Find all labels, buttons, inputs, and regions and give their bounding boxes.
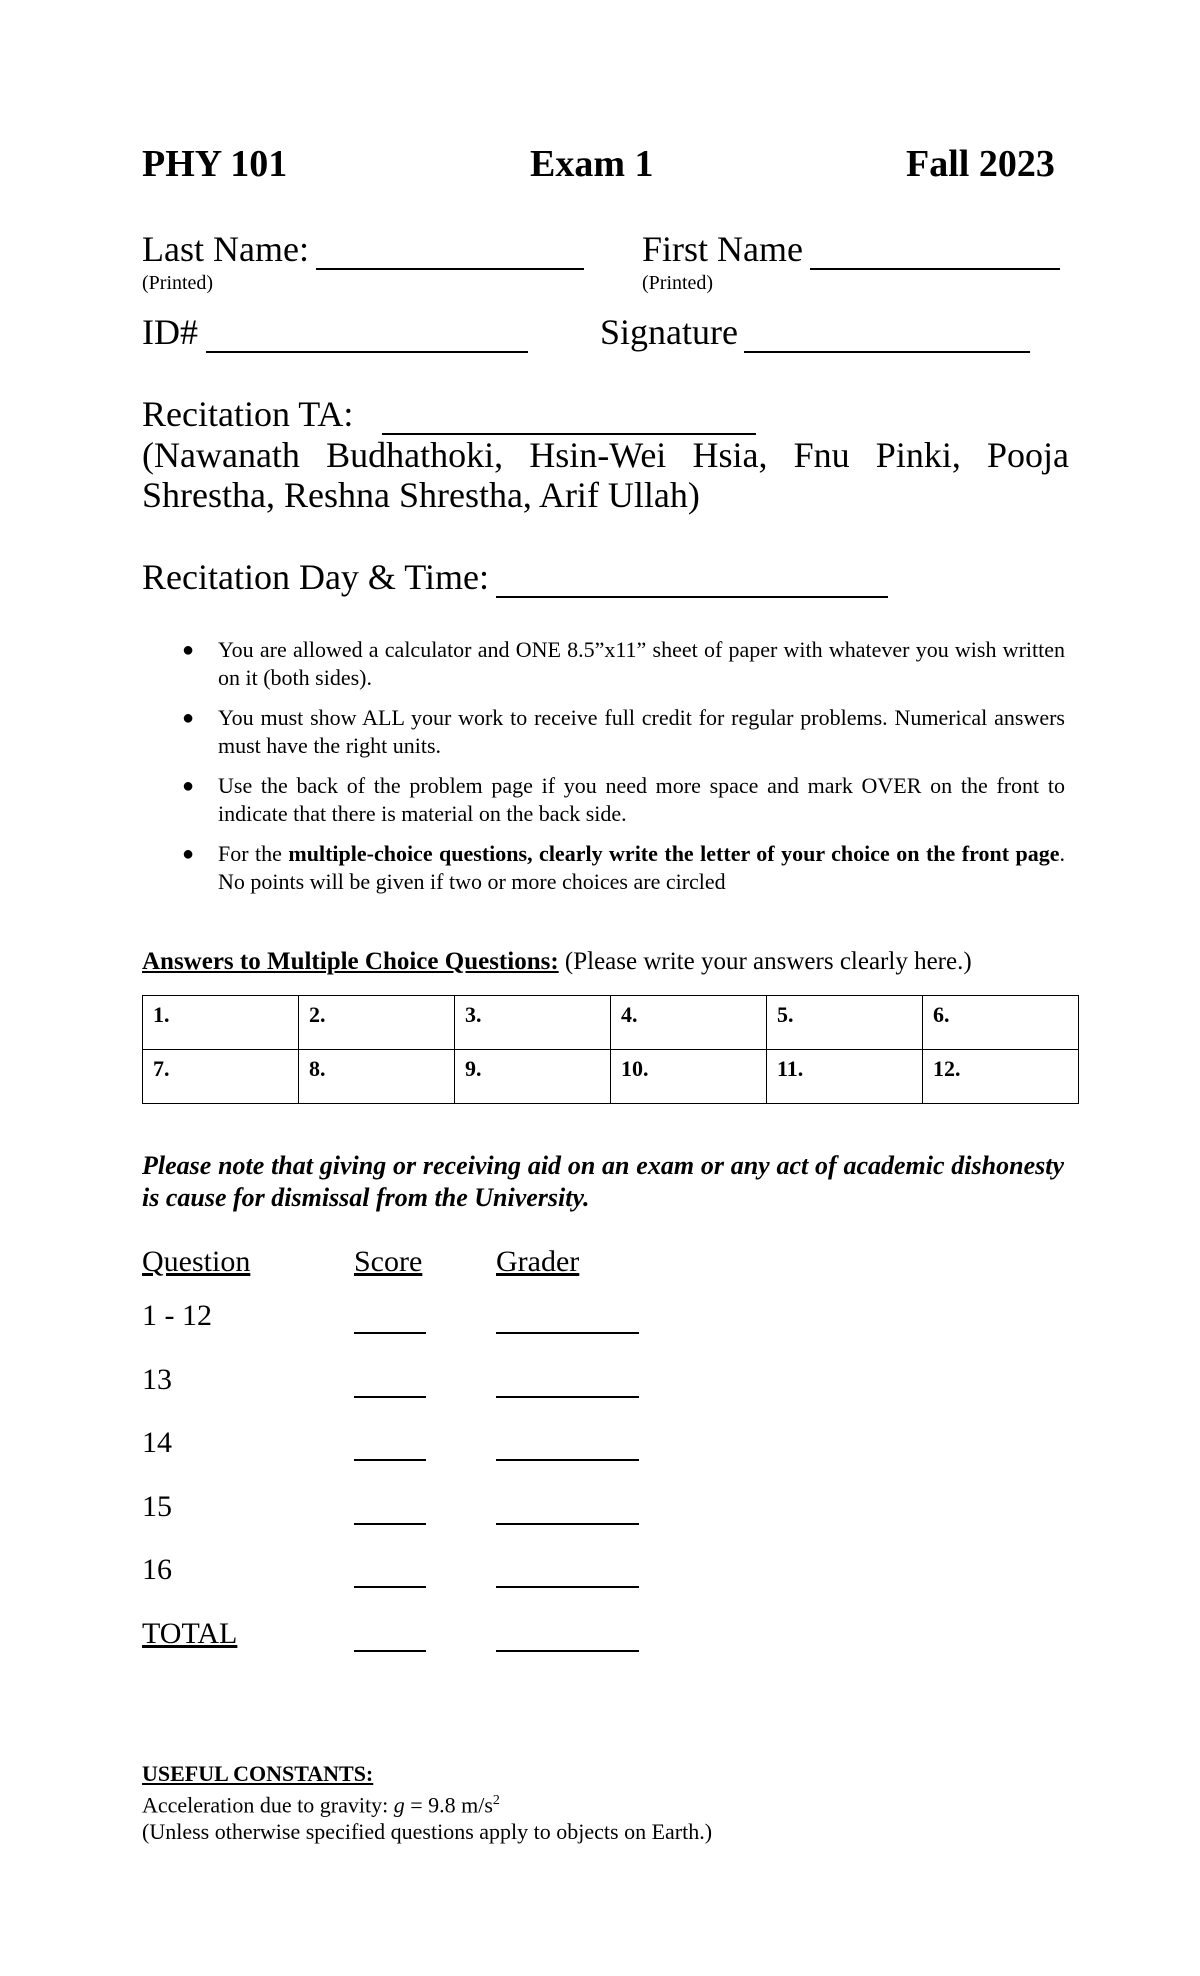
score-field[interactable] bbox=[354, 1553, 426, 1588]
useful-constants bbox=[142, 1760, 712, 1845]
recitation-time-field[interactable] bbox=[496, 566, 888, 598]
instruction-text: You are allowed a calculator and ONE 8.5”x11” sheet of paper with whatever you wish written on it (both sides). bbox=[218, 637, 1065, 690]
academic-honesty-notice: Please note that giving or receiving aid on an exam or any act of academic dishonesty is cause for dismissal from the University. bbox=[142, 1151, 1064, 1212]
id-field[interactable] bbox=[206, 321, 528, 353]
answer-cell[interactable]: 6. bbox=[923, 996, 1079, 1050]
first-name-field[interactable] bbox=[810, 238, 1060, 270]
mc-answers-heading-bold: Answers to Multiple Choice Questions: bbox=[142, 948, 559, 975]
answer-cell[interactable]: 1. bbox=[143, 996, 299, 1050]
recitation-ta-label: Recitation TA: bbox=[142, 394, 354, 434]
gravity-symbol: g bbox=[393, 1792, 405, 1818]
answer-cell[interactable]: 5. bbox=[767, 996, 923, 1050]
total-grader-field[interactable] bbox=[496, 1617, 639, 1652]
ta-list-line-2: Shrestha, Reshna Shrestha, Arif Ullah) bbox=[142, 475, 700, 515]
recitation-time-label: Recitation Day & Time: bbox=[142, 557, 489, 597]
total-score-field[interactable] bbox=[354, 1617, 426, 1652]
answer-cell[interactable]: 10. bbox=[611, 1050, 767, 1104]
grader-field[interactable] bbox=[496, 1363, 639, 1398]
grading-row-label: 13 bbox=[142, 1363, 172, 1396]
score-field[interactable] bbox=[354, 1490, 426, 1525]
grading-header-score: Score bbox=[354, 1245, 423, 1278]
last-name-field[interactable] bbox=[316, 238, 584, 270]
grader-field[interactable] bbox=[496, 1553, 639, 1588]
score-field[interactable] bbox=[354, 1363, 426, 1398]
bullet-icon: ● bbox=[182, 843, 195, 865]
bullet-icon: ● bbox=[182, 639, 195, 661]
instruction-text-bold: multiple-choice questions, clearly write the letter of your choice on the front page bbox=[288, 841, 1060, 866]
first-name-printed-note: (Printed) bbox=[642, 272, 714, 294]
course-title: PHY 101 bbox=[142, 143, 288, 185]
instruction-item bbox=[160, 704, 1065, 760]
answer-cell[interactable]: 2. bbox=[299, 996, 455, 1050]
first-name-label: First Name bbox=[642, 229, 803, 269]
instructions-list bbox=[160, 636, 1065, 908]
mc-answers-table bbox=[142, 995, 1079, 1104]
table-row bbox=[143, 1050, 1079, 1104]
recitation-ta-field[interactable] bbox=[382, 403, 756, 435]
grader-field[interactable] bbox=[496, 1490, 639, 1525]
gravity-exponent: 2 bbox=[492, 1793, 500, 1808]
instruction-text-pre: For the bbox=[218, 841, 289, 866]
answer-cell[interactable]: 4. bbox=[611, 996, 767, 1050]
bullet-icon: ● bbox=[182, 775, 195, 797]
answer-cell[interactable]: 3. bbox=[455, 996, 611, 1050]
instruction-text: Use the back of the problem page if you need more space and mark OVER on the front to indicate that there is material on the back side. bbox=[218, 773, 1065, 826]
instruction-text-post: . No points will be given if two or more choices are circled bbox=[218, 841, 1065, 894]
instruction-item bbox=[160, 636, 1065, 692]
gravity-constant bbox=[142, 1787, 712, 1818]
gravity-prefix: Acceleration due to gravity: bbox=[142, 1792, 394, 1818]
answer-cell[interactable]: 7. bbox=[143, 1050, 299, 1104]
instruction-text: You must show ALL your work to receive full credit for regular problems. Numerical answers must have the right units. bbox=[218, 705, 1065, 758]
exam-term: Fall 2023 bbox=[906, 143, 1055, 185]
ta-list-line-1: (Nawanath Budhathoki, Hsin-Wei Hsia, Fnu Pinki, Pooja bbox=[142, 435, 1069, 475]
last-name-label: Last Name: bbox=[142, 229, 309, 269]
bullet-icon: ● bbox=[182, 707, 195, 729]
instruction-item bbox=[160, 772, 1065, 828]
answer-cell[interactable]: 9. bbox=[455, 1050, 611, 1104]
signature-field[interactable] bbox=[744, 321, 1030, 353]
grading-row-label: 15 bbox=[142, 1490, 172, 1523]
instruction-item bbox=[160, 840, 1065, 896]
mc-answers-heading-rest: (Please write your answers clearly here.) bbox=[558, 948, 972, 975]
gravity-value: = 9.8 m/s bbox=[404, 1792, 493, 1818]
answer-cell[interactable]: 12. bbox=[923, 1050, 1079, 1104]
grading-row-label: 1 - 12 bbox=[142, 1299, 212, 1332]
grading-header-grader: Grader bbox=[496, 1245, 580, 1278]
mc-answers-heading bbox=[142, 948, 972, 976]
grading-header-question: Question bbox=[142, 1245, 251, 1278]
last-name-printed-note: (Printed) bbox=[142, 272, 214, 294]
grading-row-label: 16 bbox=[142, 1553, 172, 1586]
score-field[interactable] bbox=[354, 1426, 426, 1461]
table-row bbox=[143, 996, 1079, 1050]
constants-note: (Unless otherwise specified questions apply to objects on Earth.) bbox=[142, 1819, 713, 1845]
answer-cell[interactable]: 11. bbox=[767, 1050, 923, 1104]
id-label: ID# bbox=[142, 312, 198, 352]
constants-title: USEFUL CONSTANTS: bbox=[142, 1761, 374, 1786]
grading-row-label-total: TOTAL bbox=[142, 1617, 238, 1650]
grader-field[interactable] bbox=[496, 1426, 639, 1461]
grading-row-label: 14 bbox=[142, 1426, 172, 1459]
answer-cell[interactable]: 8. bbox=[299, 1050, 455, 1104]
exam-title: Exam 1 bbox=[530, 143, 654, 185]
grader-field[interactable] bbox=[496, 1299, 639, 1334]
signature-label: Signature bbox=[600, 312, 738, 352]
score-field[interactable] bbox=[354, 1299, 426, 1334]
